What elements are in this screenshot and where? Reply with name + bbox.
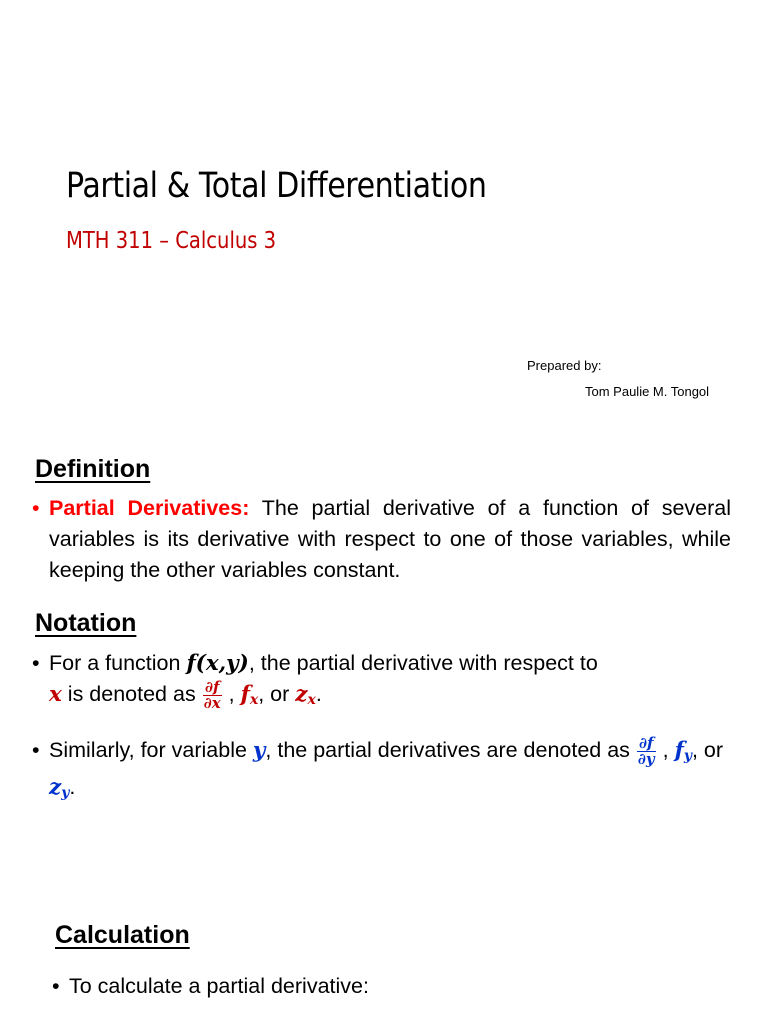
function-expression: f(x,y) xyxy=(186,651,249,676)
definition-term: Partial Derivatives: xyxy=(49,496,250,520)
title-slide xyxy=(0,0,768,432)
notation-f: f xyxy=(674,738,684,763)
variable-y: y xyxy=(252,738,266,763)
bullet-text: . xyxy=(315,682,322,706)
fraction-denominator: ∂y xyxy=(637,749,655,768)
bullet-icon: • xyxy=(32,496,40,520)
calculation-text: To calculate a partial derivative: xyxy=(69,974,369,998)
notation-heading: Notation xyxy=(35,609,137,637)
notation-subscript: y xyxy=(683,748,692,764)
fraction-numerator: ∂f xyxy=(203,680,222,696)
definition-slide xyxy=(0,432,768,864)
notation-bullet-y xyxy=(32,733,739,809)
bullet-icon: • xyxy=(32,651,40,675)
notation-zy xyxy=(49,775,69,800)
definition-text: The partial derivative of a function of several variables is its derivative with respect to one of those variables, while keeping the other variables constant. xyxy=(49,496,732,582)
notation-z: z xyxy=(49,775,62,800)
definition-bullet xyxy=(32,493,732,586)
slide-title: Partial & Total Differentiation xyxy=(66,166,487,206)
notation-subscript: y xyxy=(61,785,70,801)
fraction-denominator: ∂x xyxy=(203,693,221,712)
bullet-text: Similarly, for variable xyxy=(49,738,253,762)
notation-subscript: x xyxy=(249,692,259,708)
notation-fy xyxy=(675,738,692,763)
notation-fx xyxy=(241,682,259,707)
partial-fraction-y xyxy=(637,733,656,768)
notation-subscript: x xyxy=(307,692,316,708)
bullet-icon: • xyxy=(32,738,40,762)
bullet-text: , the partial derivatives are denoted as xyxy=(265,738,636,762)
bullet-text: is denoted as xyxy=(61,682,202,706)
calculation-slide xyxy=(0,864,768,1024)
bullet-text: For a function xyxy=(49,651,187,675)
partial-fraction-x xyxy=(203,677,222,712)
bullet-text: , xyxy=(656,738,675,762)
bullet-icon: • xyxy=(52,974,60,998)
bullet-text: , the partial derivative with respect to xyxy=(248,651,598,675)
fraction-numerator: ∂f xyxy=(637,736,656,752)
bullet-text: , or xyxy=(258,682,296,706)
notation-z: z xyxy=(295,682,308,707)
course-subtitle: MTH 311 – Calculus 3 xyxy=(66,228,277,254)
calculation-heading: Calculation xyxy=(55,921,190,949)
notation-zx xyxy=(295,682,316,707)
notation-f: f xyxy=(240,682,250,707)
calculation-bullet xyxy=(52,971,669,1002)
author-name: Tom Paulie M. Tongol xyxy=(585,384,710,399)
bullet-text: , xyxy=(222,682,241,706)
prepared-by-label: Prepared by: xyxy=(527,358,602,373)
variable-x: x xyxy=(49,682,62,707)
notation-bullet-x xyxy=(32,648,739,716)
bullet-text: . xyxy=(69,775,76,799)
definition-heading: Definition xyxy=(35,455,151,483)
bullet-text: , or xyxy=(691,738,724,762)
